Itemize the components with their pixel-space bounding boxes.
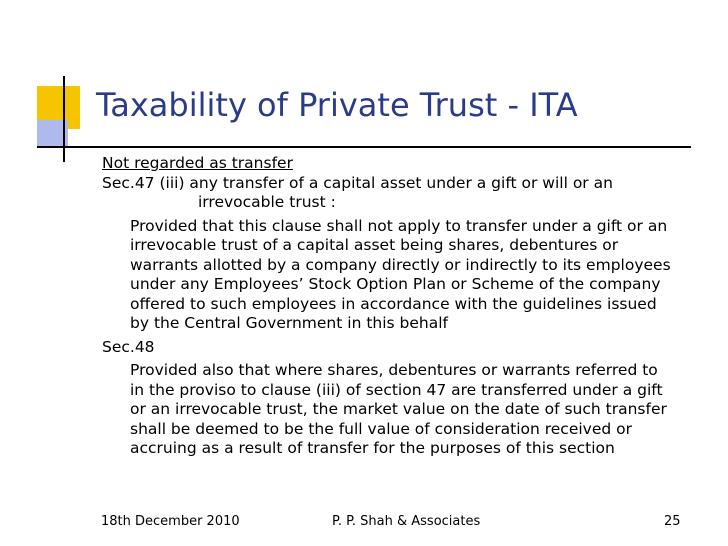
proviso-1-line: Provided that this clause shall not apply to transfer under a gift or an bbox=[130, 216, 668, 235]
proviso-1-line: offered to such employees in accordance with the guidelines issued bbox=[130, 294, 657, 313]
proviso-1-line: under any Employees’ Stock Option Plan or Scheme of the company bbox=[130, 275, 661, 293]
proviso-2-line: Provided also that where shares, debentures or warrants referred to bbox=[130, 361, 658, 379]
proviso-1 bbox=[102, 217, 702, 334]
proviso-2-line: or an irrevocable trust, the market value on the date of such transfer bbox=[130, 400, 667, 418]
slide-title: Taxability of Private Trust - ITA bbox=[96, 86, 578, 124]
sec47-line-2: irrevocable trust : bbox=[198, 193, 336, 211]
footer-page-number: 25 bbox=[664, 514, 681, 529]
footer-organization: P. P. Shah & Associates bbox=[332, 514, 481, 529]
proviso-2-line: shall be deemed to be the full value of consideration received or bbox=[130, 419, 632, 438]
proviso-2-line: accruing as a result of transfer for the purposes of this section bbox=[130, 439, 615, 457]
sec47-line-1: Sec.47 (iii) any transfer of a capital asset under a gift or will or an bbox=[102, 173, 613, 192]
proviso-1-line: irrevocable trust of a capital asset being shares, debentures or bbox=[130, 236, 619, 254]
decorative-vertical-line bbox=[63, 76, 65, 162]
proviso-1-line: by the Central Government in this behalf bbox=[130, 314, 448, 332]
proviso-2-line: in the proviso to clause (iii) of section 47 are transferred under a gift bbox=[130, 380, 663, 399]
title-underline-rule bbox=[37, 146, 691, 148]
footer-date: 18th December 2010 bbox=[101, 514, 240, 529]
sec48-label: Sec.48 bbox=[102, 337, 155, 356]
proviso-1-line: warrants allotted by a company directly or indirectly to its employees bbox=[130, 255, 671, 274]
slide-body bbox=[102, 154, 702, 459]
proviso-2 bbox=[102, 361, 702, 459]
section-heading: Not regarded as transfer bbox=[102, 154, 293, 172]
